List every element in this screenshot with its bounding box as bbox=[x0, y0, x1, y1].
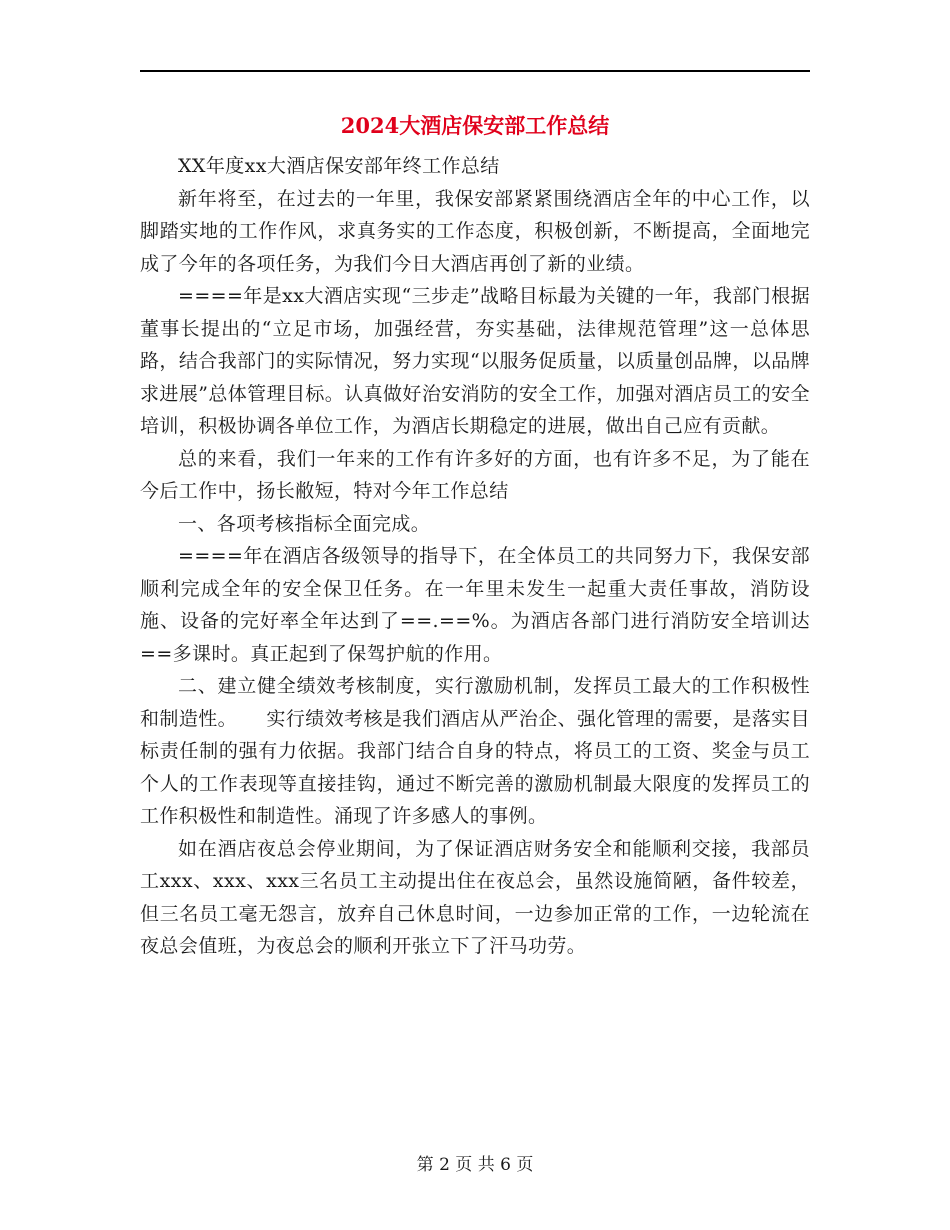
page-number: 第 2 页 共 6 页 bbox=[416, 1155, 534, 1175]
paragraph-overview: 总的来看，我们一年来的工作有许多好的方面，也有许多不足，为了能在今后工作中，扬长敝短，特对今年工作总结 bbox=[140, 447, 810, 502]
paragraph-intro: 新年将至，在过去的一年里，我保安部紧紧围绕酒店全年的中心工作，以脚踏实地的工作作风，求真务实的工作态度，积极创新，不断提高，全面地完成了今年的各项任务，为我们今日大酒店再创了新的业绩。 bbox=[140, 187, 810, 275]
section-heading-1: 一、各项考核指标全面完成。 bbox=[178, 512, 431, 535]
paragraph-example: 如在酒店夜总会停业期间，为了保证酒店财务安全和能顺利交接，我部员工xxx、xxx、xxx三名员工主动提出住在夜总会，虽然设施简陋，备件较差，但三名员工毫无怨言，放弃自己休息时间，一边参加正常的工作，一边轮流在夜总会值班，为夜总会的顺利开张立下了汗马功劳。 bbox=[140, 837, 810, 957]
paragraph-section-1: ====年在酒店各级领导的指导下，在全体员工的共同努力下，我保安部顺利完成全年的安全保卫任务。在一年里未发生一起重大责任事故，消防设施、设备的完好率全年达到了==.==%。为酒店各部门进行消防安全培训达==多课时。真正起到了保驾护航的作用。 bbox=[140, 545, 810, 665]
paragraph-subtitle: XX年度xx大酒店保安部年终工作总结 bbox=[178, 155, 500, 177]
document-body bbox=[140, 150, 810, 963]
page-footer bbox=[140, 1153, 810, 1177]
paragraph-strategy: ====年是xx大酒店实现“三步走”战略目标最为关键的一年，我部门根据董事长提出的“立足市场，加强经营，夯实基础，法律规范管理”这一总体思路，结合我部门的实际情况，努力实现“以服务促质量，以质量创品牌，以品牌求进展”总体管理目标。认真做好治安消防的安全工作，加强对酒店员工的安全培训，积极协调各单位工作，为酒店长期稳定的进展，做出自己应有贡献。 bbox=[140, 285, 810, 437]
header-rule bbox=[140, 70, 810, 72]
paragraph-section-2: 二、建立健全绩效考核制度，实行激励机制，发挥员工最大的工作积极性和制造性。 实行绩效考核是我们酒店从严治企、强化管理的需要，是落实目标责任制的强有力依据。我部门结合自身的特点，将员工的工资、奖金与员工个人的工作表现等直接挂钩，通过不断完善的激励机制最大限度的发挥员工的工作积极性和制造性。涌现了许多感人的事例。 bbox=[140, 675, 810, 827]
document-title: 2024大酒店保安部工作总结 bbox=[340, 113, 610, 138]
